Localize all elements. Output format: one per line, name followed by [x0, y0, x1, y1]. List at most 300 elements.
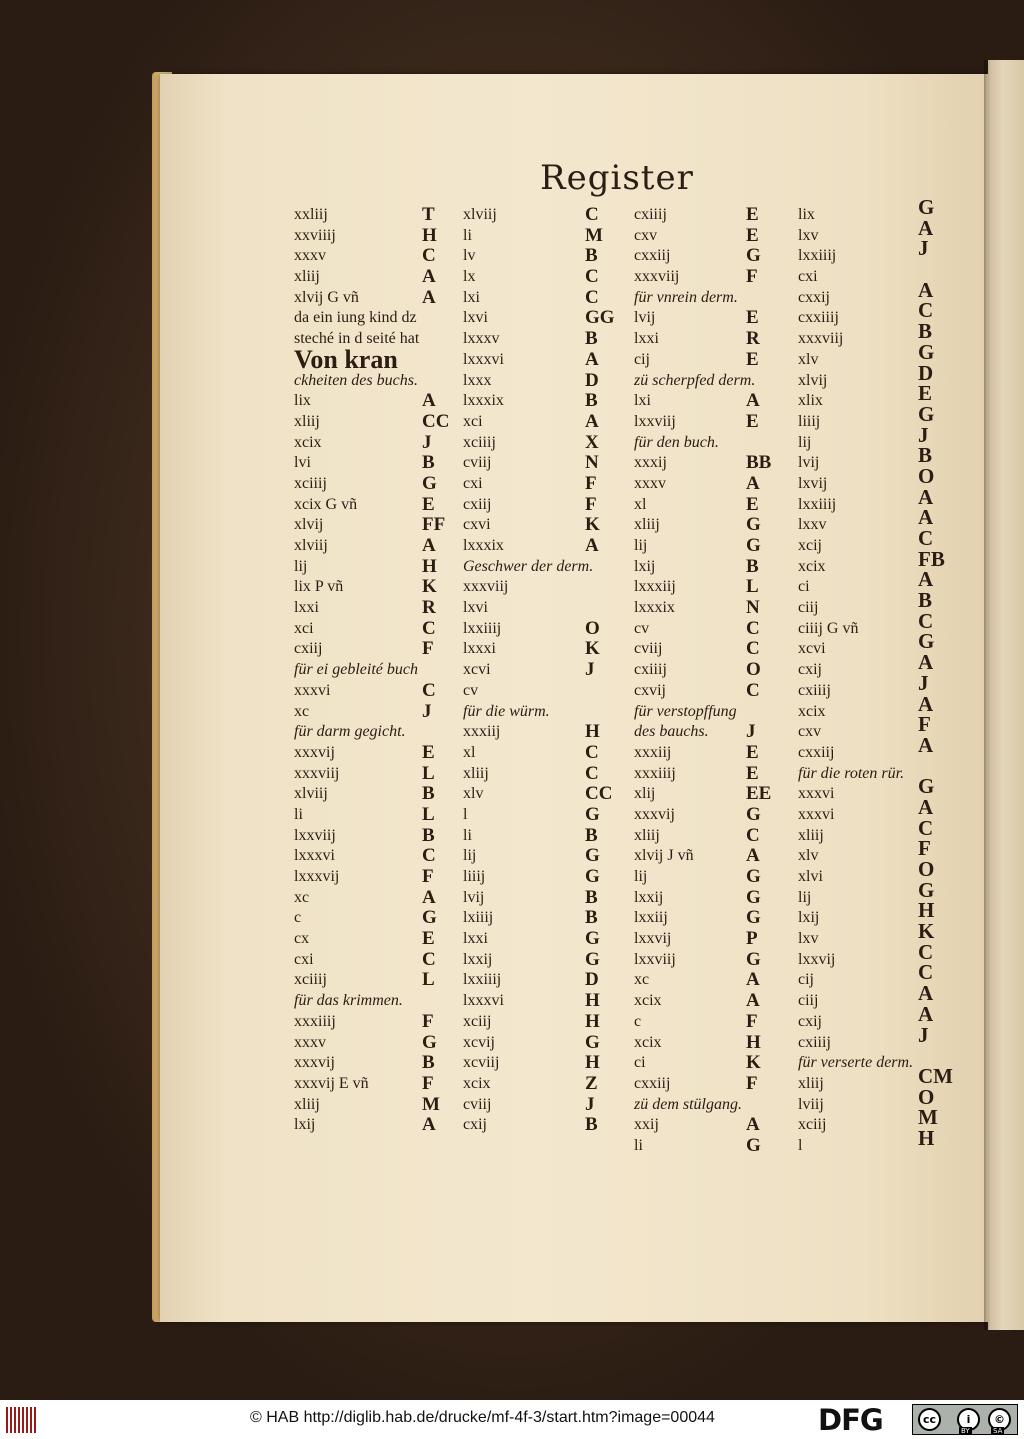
entry-text: li	[463, 826, 472, 844]
entry-text: lxxiiij	[798, 247, 837, 265]
dfg-logo: DFG	[818, 1403, 883, 1437]
entry-text: xlix	[798, 392, 823, 410]
entry-text: xlviij	[294, 785, 328, 803]
entry-letter: EE	[746, 783, 772, 805]
entry-text: lij	[634, 537, 648, 554]
entry-letter: F	[585, 472, 597, 494]
entry-text: xxxvij E vñ	[294, 1074, 369, 1092]
entry-text: xcviij	[463, 1054, 500, 1072]
entry-letter: B	[746, 555, 759, 577]
entry-letter: G	[746, 886, 761, 908]
entry-letter: C	[422, 617, 436, 639]
entry-text: für verstopffung	[634, 702, 737, 720]
entry-text: Geschwer der derm.	[463, 557, 594, 575]
entry-text: cxiiij	[798, 1033, 831, 1051]
margin-letter: A	[918, 732, 934, 757]
entry-letter: A	[746, 990, 760, 1012]
margin-letter: A	[918, 567, 934, 592]
entry-text: lxvij	[798, 474, 828, 492]
entry-letter: O	[746, 659, 761, 681]
book-page	[160, 74, 988, 1322]
entry-text: lxxij	[634, 888, 664, 906]
entry-letter: BB	[746, 452, 772, 474]
margin-letter: A	[918, 505, 934, 530]
entry-text: xxxvij	[294, 1054, 335, 1072]
entry-letter: G	[585, 948, 600, 970]
entry-text: lxxi	[463, 930, 488, 948]
by-label: BY	[961, 1427, 970, 1435]
entry-text: lix	[294, 392, 311, 410]
entry-text: lxxij	[463, 950, 493, 968]
entry-letter: G	[746, 866, 761, 887]
entry-letter: G	[746, 907, 761, 929]
entry-text: li	[294, 805, 303, 823]
entry-text: xciiij	[463, 433, 496, 451]
entry-text: cviij	[634, 640, 663, 658]
entry-text: xxxv	[294, 247, 326, 265]
entry-letter: L	[422, 803, 435, 825]
entry-letter: B	[585, 886, 598, 908]
entry-letter: D	[585, 969, 599, 991]
entry-letter: G	[585, 1031, 600, 1053]
entry-letter: B	[585, 328, 598, 350]
entry-text: da ein iung kind dz	[294, 309, 417, 327]
entry-text: ciij	[798, 992, 819, 1010]
entry-letter: C	[746, 824, 760, 846]
entry-letter: O	[585, 617, 600, 639]
entry-text: für verserte derm.	[798, 1054, 914, 1072]
entry-text: cxiiij	[634, 661, 667, 679]
entry-letter: D	[585, 369, 599, 391]
entry-text: xlv	[463, 785, 484, 803]
entry-text: xxxviij	[798, 330, 844, 348]
margin-letter: H	[918, 898, 935, 923]
entry-text: xl	[463, 743, 476, 761]
entry-letter: M	[422, 1093, 440, 1115]
entry-text: cxvij	[634, 681, 666, 699]
entry-text: xcix G vñ	[294, 495, 358, 513]
entry-text: ciiij G vñ	[798, 619, 859, 637]
margin-letter: CM	[918, 1063, 953, 1088]
entry-letter: C	[746, 617, 760, 639]
entry-letter: Z	[585, 1072, 598, 1094]
entry-letter: A	[585, 535, 599, 556]
entry-text: cxvi	[463, 516, 491, 534]
entry-text: cv	[463, 681, 479, 699]
margin-letter: B	[918, 319, 933, 344]
entry-text: für vnrein derm.	[634, 288, 738, 306]
entry-text: lxxiiij	[798, 495, 837, 513]
entry-text: lxxi	[634, 330, 659, 348]
entry-letter: G	[746, 245, 761, 267]
entry-text: xlviij	[294, 537, 328, 554]
entry-letter: C	[746, 679, 760, 701]
entry-letter: GG	[585, 307, 615, 329]
entry-letter: J	[585, 1093, 595, 1115]
cc-icon: cc	[918, 1408, 941, 1431]
entry-text: xxxij	[634, 454, 667, 472]
entry-letter: A	[422, 390, 436, 412]
entry-text: lij	[798, 888, 812, 906]
entry-letter: C	[585, 741, 599, 763]
entry-letter: A	[585, 348, 599, 370]
entry-text: xlvij	[294, 516, 324, 534]
entry-letter: A	[746, 390, 760, 412]
footer-bar	[0, 1400, 1024, 1439]
margin-letter: F	[918, 712, 931, 737]
entry-letter: F	[746, 1072, 758, 1094]
margin-letter: C	[918, 298, 934, 323]
entry-text: lx	[463, 268, 476, 286]
margin-letter	[918, 259, 953, 280]
entry-text: cxv	[798, 723, 822, 741]
next-page-edge	[988, 60, 1024, 1330]
entry-letter: B	[585, 907, 598, 929]
entry-text: zü scherpfed derm.	[634, 371, 756, 389]
entry-letter: G	[422, 1031, 437, 1053]
entry-letter: C	[422, 948, 436, 970]
entry-text: cij	[634, 350, 650, 368]
margin-letter: K	[918, 919, 935, 944]
entry-text: lxxxix	[634, 599, 675, 617]
sa-icon: ©	[988, 1408, 1011, 1431]
entry-text: cxxiiij	[798, 309, 839, 327]
margin-letter: G	[918, 339, 935, 364]
entry-text: xliij	[634, 826, 660, 844]
entry-letter: E	[746, 224, 759, 246]
entry-text: xlvij J vñ	[634, 847, 694, 865]
entry-text: lxiiij	[463, 909, 494, 927]
entry-text: xxxviij	[463, 578, 509, 596]
margin-letter: G	[918, 195, 935, 219]
entry-text: xxxviij	[634, 268, 680, 286]
entry-letter: F	[422, 866, 434, 887]
entry-text: lxij	[294, 1116, 316, 1134]
entry-text: für ei gebleité buch	[294, 661, 418, 679]
page-title: Register	[540, 158, 694, 198]
entry-text: cxiij	[463, 495, 492, 513]
entry-text: lviij	[798, 1095, 824, 1113]
entry-letter: N	[585, 452, 599, 474]
entry-letter: G	[422, 907, 437, 929]
entry-text: lij	[294, 557, 308, 575]
entry-text: lxxx	[463, 371, 492, 389]
entry-letter: E	[422, 741, 435, 763]
entry-letter: H	[585, 1052, 600, 1074]
margin-letter: G	[918, 629, 935, 654]
entry-letter: J	[422, 700, 432, 722]
entry-text: cxv	[634, 226, 658, 244]
margin-letter: O	[918, 463, 935, 488]
entry-text: lij	[798, 433, 812, 451]
entry-text: lxxxiij	[634, 578, 676, 596]
entry-text: zü dem stülgang.	[634, 1095, 742, 1113]
entry-text: lij	[634, 868, 648, 885]
entry-text: xxxvi	[294, 681, 331, 699]
entry-text: xc	[634, 971, 650, 989]
entry-text: für das krimmen.	[294, 992, 403, 1010]
entry-letter: J	[585, 659, 595, 681]
entry-text: xliij	[634, 516, 660, 534]
cc-license-badge[interactable]	[912, 1404, 1018, 1435]
entry-letter: G	[585, 928, 600, 950]
margin-letter: O	[918, 1084, 935, 1109]
margin-letter: A	[918, 215, 934, 240]
entry-text: cxiiij	[798, 681, 831, 699]
entry-text: xcix	[294, 433, 322, 451]
entry-letter: E	[746, 204, 759, 225]
margin-letter	[918, 1045, 953, 1066]
entry-letter: K	[585, 638, 600, 660]
entry-letter: E	[746, 410, 759, 432]
entry-text: lxxiij	[634, 909, 668, 927]
entry-text: cxi	[294, 950, 314, 968]
entry-text: lxxxvi	[463, 350, 504, 368]
margin-letter: J	[918, 670, 929, 695]
entry-text: li	[634, 1136, 643, 1154]
entry-letter: A	[422, 535, 436, 556]
entry-letter: H	[746, 1031, 761, 1053]
entry-text: lxxviij	[294, 826, 336, 844]
entry-letter: A	[746, 845, 760, 867]
entry-text: xcix	[798, 557, 826, 575]
entry-letter: G	[585, 866, 600, 887]
entry-letter: H	[422, 555, 437, 577]
entry-text: xxxv	[634, 474, 666, 492]
entry-letter: B	[422, 783, 435, 805]
entry-text: xxxv	[294, 1033, 326, 1051]
entry-letter: F	[746, 266, 758, 288]
entry-text: xc	[294, 888, 310, 906]
entry-text: xliij	[463, 764, 489, 782]
margin-letter: M	[918, 1105, 938, 1130]
entry-text: lix	[798, 206, 815, 223]
entry-text: xlviij	[463, 206, 497, 223]
entry-text: lxv	[798, 930, 819, 948]
entry-letter: A	[422, 266, 436, 288]
margin-letter: G	[918, 877, 935, 902]
margin-letter: A	[918, 1001, 934, 1026]
entry-text: xcix	[463, 1074, 491, 1092]
entry-text: xlvij G vñ	[294, 288, 359, 306]
margin-letter: A	[918, 650, 934, 675]
entry-text: xc	[294, 702, 310, 720]
entry-letter: G	[746, 803, 761, 825]
entry-text: xliij	[798, 826, 824, 844]
entry-text: xxxvij	[294, 743, 335, 761]
entry-letter: A	[422, 286, 436, 308]
entry-text: lxxxvi	[294, 847, 335, 865]
entry-text: lxxiiij	[463, 971, 502, 989]
entry-text: xcix	[634, 1033, 662, 1051]
gutter-shadow	[984, 60, 990, 1330]
entry-text: li	[463, 226, 472, 244]
entry-text: lxi	[463, 288, 480, 306]
entry-letter: CC	[585, 783, 613, 805]
entry-text: lij	[463, 847, 477, 865]
entry-letter: K	[422, 576, 437, 598]
entry-letter: A	[746, 969, 760, 991]
margin-letter: C	[918, 815, 934, 840]
entry-text: xxxvij	[634, 805, 675, 823]
by-icon: i	[957, 1408, 980, 1431]
entry-letter: B	[422, 452, 435, 474]
entry-text: lxxxvi	[463, 992, 504, 1010]
entry-letter: C	[422, 245, 436, 267]
entry-letter: X	[585, 431, 599, 453]
entry-text: xlv	[798, 847, 819, 865]
entry-letter: A	[585, 410, 599, 432]
entry-letter: E	[422, 493, 435, 515]
entry-letter: L	[746, 576, 759, 598]
entry-text: xlvij	[798, 371, 828, 389]
margin-letter: A	[918, 794, 934, 819]
entry-text: xxxiiij	[634, 764, 676, 782]
entry-letter: H	[585, 1010, 600, 1032]
entry-text: xciij	[463, 1012, 492, 1030]
entry-letter: F	[422, 1072, 434, 1094]
margin-letter: FB	[918, 546, 945, 571]
entry-letter: E	[746, 348, 759, 370]
entry-letter: M	[585, 224, 603, 246]
margin-letter-column	[918, 197, 953, 1149]
entry-letter: B	[585, 1114, 598, 1136]
entry-letter: B	[422, 824, 435, 846]
entry-text: lv	[463, 247, 476, 265]
entry-text: xcvij	[463, 1033, 495, 1051]
entry-text: xl	[634, 495, 647, 513]
margin-letter: G	[918, 774, 935, 799]
entry-text: lvij	[463, 888, 485, 906]
entry-text: cxi	[798, 268, 818, 286]
margin-letter: F	[918, 836, 931, 861]
entry-letter: G	[422, 472, 437, 494]
entry-text: lxvi	[463, 309, 488, 327]
entry-letter: R	[422, 597, 436, 619]
entry-letter: G	[746, 514, 761, 536]
entry-letter: L	[422, 762, 435, 784]
entry-letter: K	[585, 514, 600, 536]
margin-letter	[918, 756, 953, 777]
margin-letter: C	[918, 960, 934, 985]
entry-text: lxxxvij	[294, 868, 340, 885]
entry-letter: F	[585, 493, 597, 515]
entry-text: liiij	[463, 868, 486, 885]
entry-letter: J	[422, 431, 432, 453]
entry-text: xcix	[634, 992, 662, 1010]
entry-text: für die roten rür.	[798, 764, 905, 782]
entry-letter: A	[746, 472, 760, 494]
margin-letter: A	[918, 981, 934, 1006]
entry-letter: J	[746, 721, 756, 743]
entry-text: xliij	[294, 268, 320, 286]
entry-text: xci	[294, 619, 314, 637]
entry-text: für den buch.	[634, 433, 719, 451]
margin-letter: H	[918, 1125, 935, 1150]
margin-letter: E	[918, 381, 933, 406]
entry-text: lxxxi	[463, 640, 496, 658]
entry-text: lxxxix	[463, 537, 504, 554]
entry-letter: T	[422, 204, 435, 225]
entry-text: c	[634, 1012, 642, 1030]
entry-text: lxxxv	[463, 330, 500, 348]
entry-text: steché in d seité hat	[294, 330, 420, 348]
entry-letter: E	[422, 928, 435, 950]
entry-text: lxxiiij	[463, 619, 502, 637]
copyright-link[interactable]: © HAB http://diglib.hab.de/drucke/mf-4f-3/start.htm?image=00044	[250, 1409, 715, 1426]
entry-letter: C	[422, 845, 436, 867]
entry-text: lxvi	[463, 599, 488, 617]
entry-text: cxij	[798, 1012, 822, 1030]
entry-letter: G	[585, 803, 600, 825]
entry-text: cxiiij	[634, 206, 667, 223]
entry-letter: CC	[422, 410, 450, 432]
entry-text: cv	[634, 619, 650, 637]
entry-letter: B	[585, 390, 598, 412]
entry-text: lxv	[798, 226, 819, 244]
entry-letter: E	[746, 741, 759, 763]
entry-text: lix P vñ	[294, 578, 344, 596]
entry-text: l	[798, 1136, 803, 1154]
entry-text: xcvi	[798, 640, 826, 658]
entry-letter: B	[422, 1052, 435, 1074]
entry-letter: C	[585, 266, 599, 288]
entry-text: lvi	[294, 454, 311, 472]
entry-text: xlij	[634, 785, 656, 803]
entry-text: lxi	[634, 392, 651, 410]
entry-text: ciij	[798, 599, 819, 617]
entry-letter: G	[746, 535, 761, 556]
entry-text: ci	[634, 1054, 646, 1072]
margin-letter: B	[918, 588, 933, 613]
entry-text: xxxiiij	[294, 1012, 336, 1030]
entry-letter: H	[422, 224, 437, 246]
entry-text: cxxij	[798, 288, 830, 306]
entry-text: xxij	[634, 1116, 659, 1134]
entry-text: xci	[463, 412, 483, 430]
margin-letter: J	[918, 1022, 929, 1047]
entry-text: xxxviij	[294, 764, 340, 782]
entry-text: ci	[798, 578, 810, 596]
entry-text: cxi	[463, 474, 483, 492]
entry-text: ckheiten des buchs.	[294, 371, 418, 389]
entry-letter: G	[746, 1134, 761, 1156]
entry-letter: G	[746, 948, 761, 970]
entry-letter: E	[746, 493, 759, 515]
margin-letter: J	[918, 422, 929, 447]
entry-text: cviij	[463, 1095, 492, 1113]
margin-letter: J	[918, 236, 929, 261]
entry-text: cviij	[463, 454, 492, 472]
entry-letter: L	[422, 969, 435, 991]
entry-text: lxxxix	[463, 392, 504, 410]
library-logo-icon	[6, 1407, 38, 1433]
entry-letter: A	[422, 1114, 436, 1136]
entry-text: lxxi	[294, 599, 319, 617]
entry-letter: K	[746, 1052, 761, 1074]
entry-letter: F	[422, 1010, 434, 1032]
entry-letter: FF	[422, 514, 446, 536]
entry-text: lxxviij	[634, 412, 676, 430]
entry-text: xxxvi	[798, 785, 835, 803]
margin-letter: B	[918, 443, 933, 468]
entry-text: cxiij	[294, 640, 323, 658]
entry-text: liiij	[798, 412, 821, 430]
entry-text: lvij	[798, 454, 820, 472]
entry-text: cx	[294, 930, 310, 948]
margin-letter: A	[918, 277, 934, 302]
entry-letter: B	[585, 824, 598, 846]
